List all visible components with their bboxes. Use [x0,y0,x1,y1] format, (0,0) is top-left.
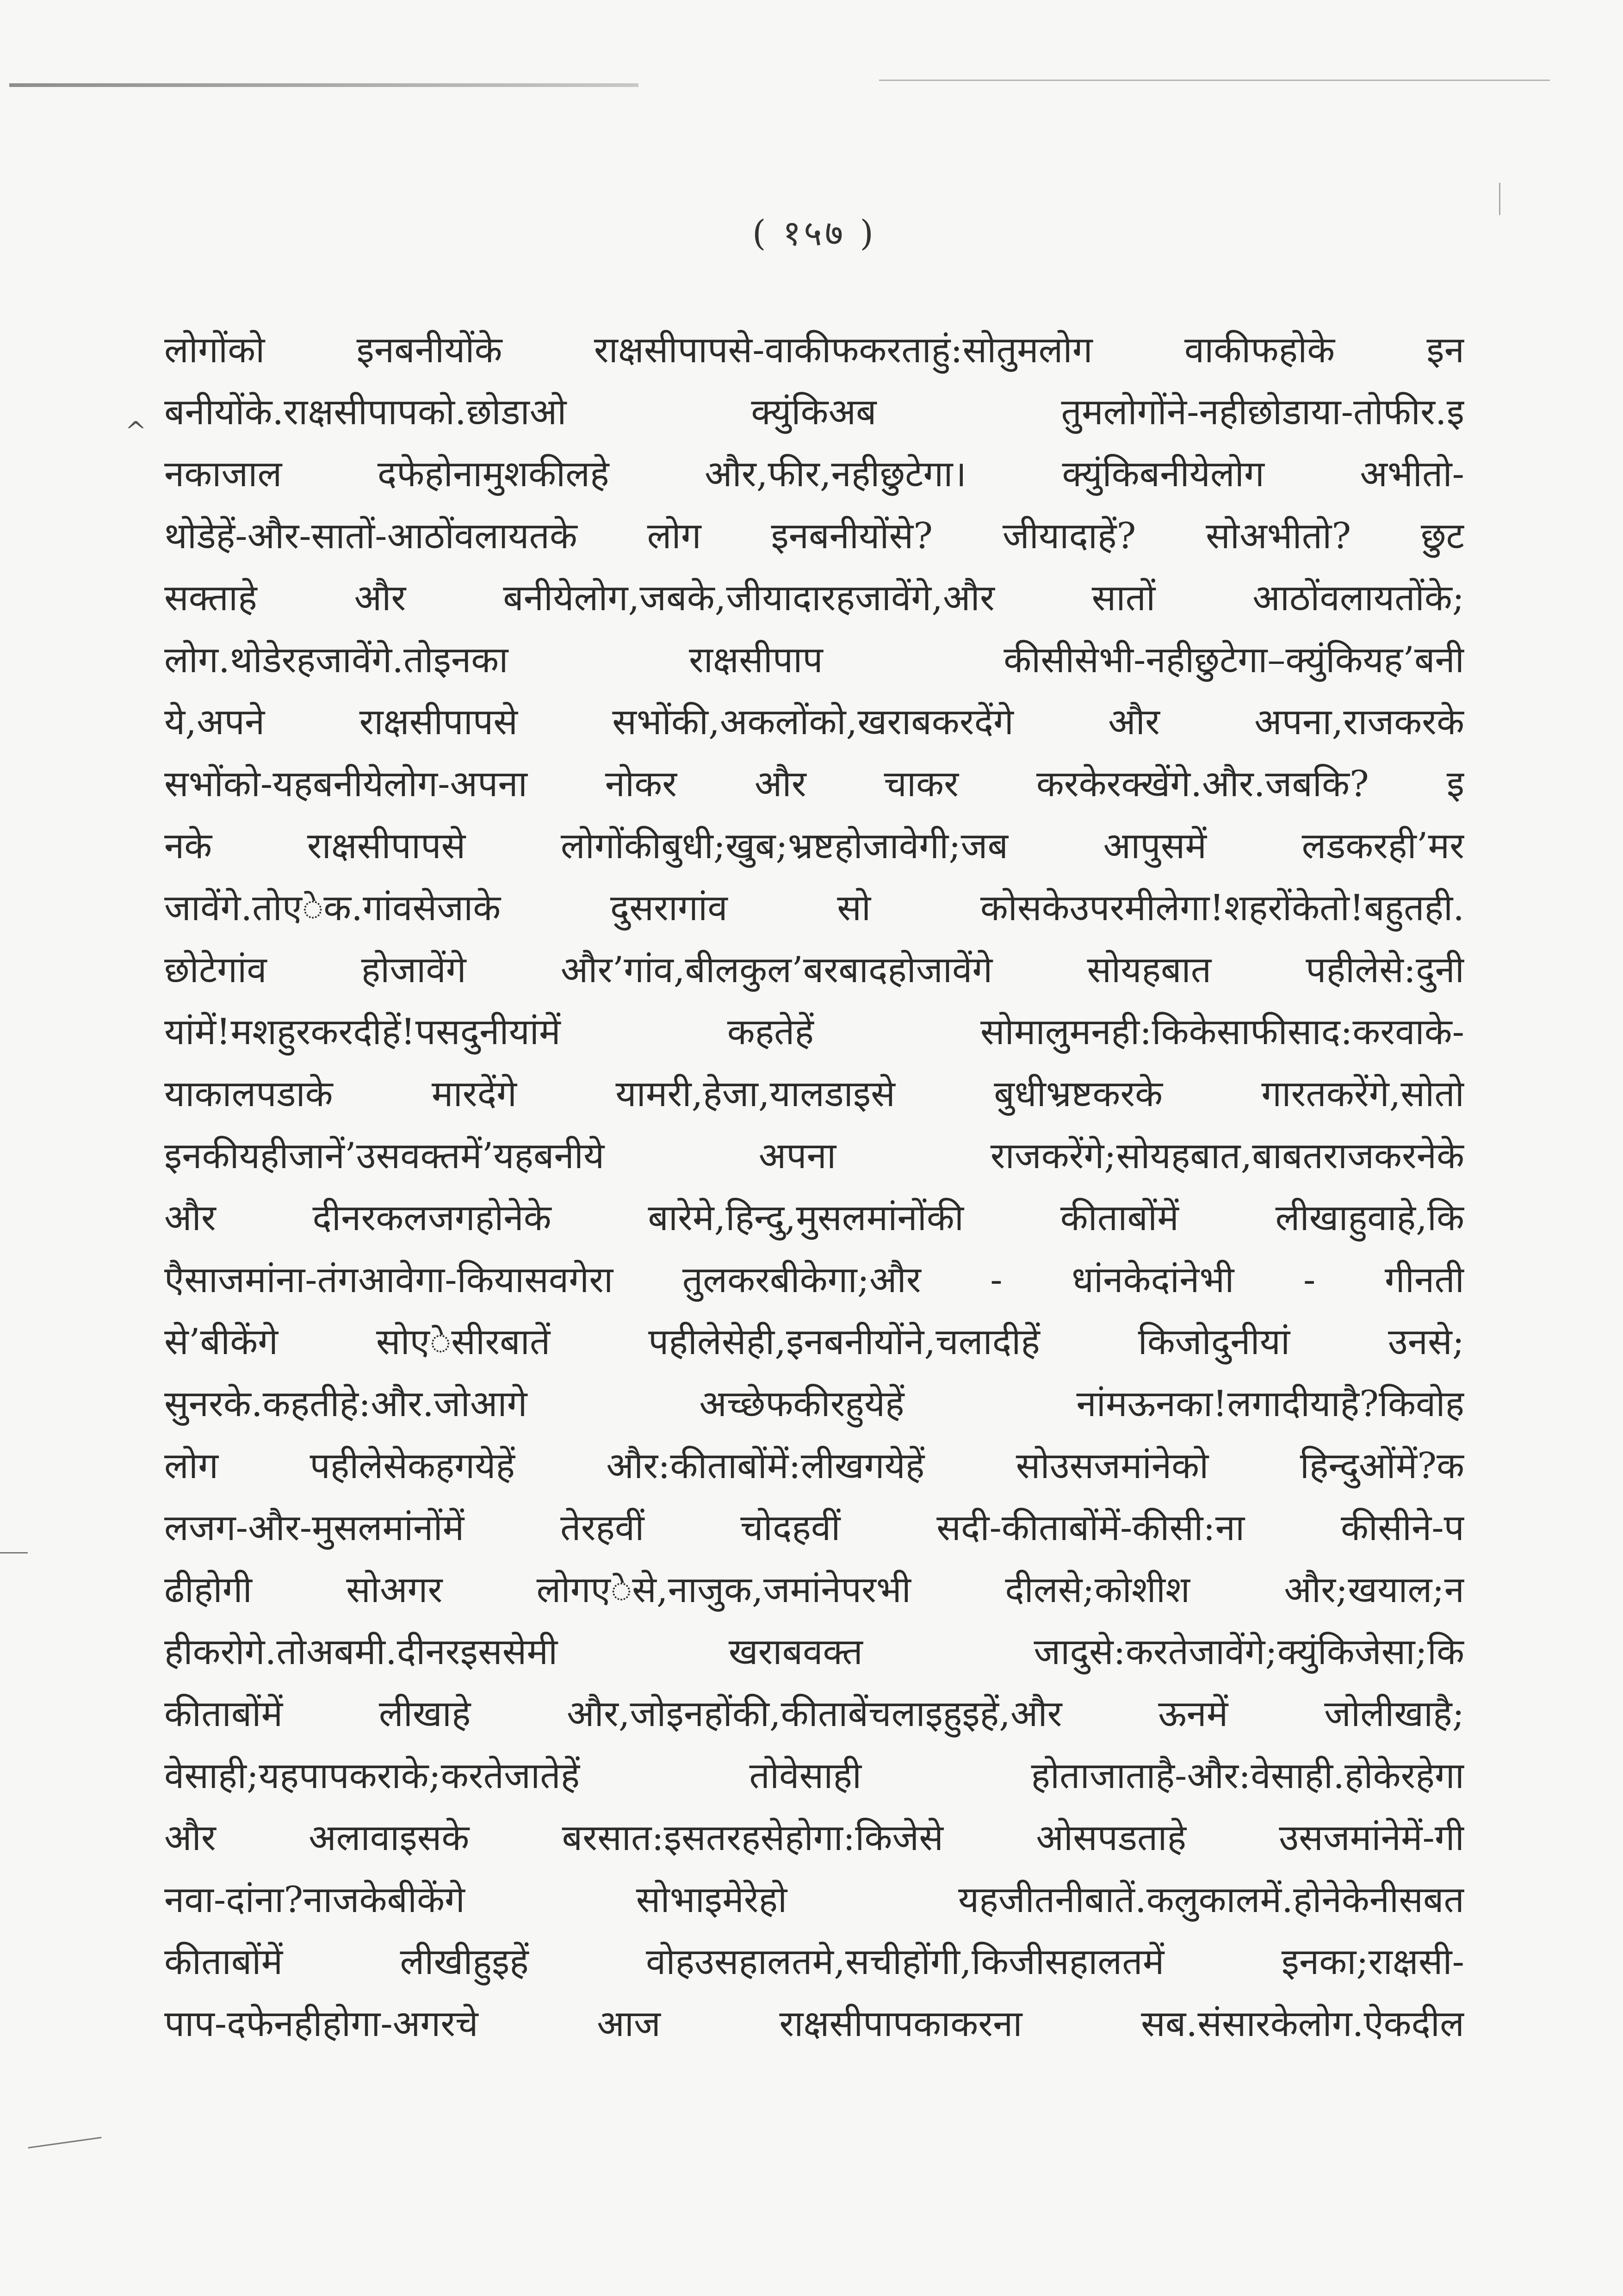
margin-mark [1499,183,1500,215]
text-line: वेसाही;यहपापकराके;करतेजातेहें तोवेसाही होताजाताहै-और:वेसाही.होकेरहेगा [164,1755,1464,1797]
text-line: पाप-दफेनहीहोगा-अगरचे आज राक्षसीपापकाकरना सब.संसारकेलोग.ऐकदील [164,2003,1464,2045]
text-line: लोगोंको इनबनीयोंके राक्षसीपापसे-वाकीफकरताहुं:सोतुमलोग वाकीफहोके इन [164,329,1464,371]
text-line: सभोंको-यहबनीयेलोग-अपना नोकर और चाकर करकेरक्खेंगे.और.जबकि? इ [164,763,1464,805]
caret-mark: ^ [125,416,147,446]
text-line: ढीहोगी सोअगर लोगएेसे,नाजुक,जमांनेपरभी दीलसे;कोशीश और;खयाल;न [164,1569,1464,1611]
text-line: कीताबोंमें लीखीहुइहें वोहउसहालतमे,सचीहोंगी,किजीसहालतमें इनका;राक्षसी- [164,1941,1464,1983]
text-line: लोग पहीलेसेकहगयेहें और:कीताबोंमें:लीखगयेहें सोउसजमांनेको हिन्दुओंमें?क [164,1445,1464,1487]
text-line: और अलावाइसके बरसात:इसतरहसेहोगा:किजेसे ओसपडताहे उसजमांनेमें-गी [164,1817,1464,1859]
margin-mark [0,1552,28,1553]
margin-mark [28,2137,102,2148]
text-line: नकाजाल दफेहोनामुशकीलहे और,फीर,नहीछुटेगा। क्युंकिबनीयेलोग अभीतो- [164,453,1464,495]
text-line: लजग-और-मुसलमांनोंमें तेरहवीं चोदहवीं सदी-कीताबोंमें-कीसी:ना कीसीने-प [164,1507,1464,1549]
text-line: ये,अपने राक्षसीपापसे सभोंकी,अकलोंको,खराबकरदेंगे और अपना,राजकरके [164,701,1464,743]
scan-rule-line [879,80,1550,81]
text-line: और दीनरकलजगहोनेके बारेमे,हिन्दु,मुसलमांनोंकी कीताबोंमें लीखाहुवाहे,कि [164,1197,1464,1239]
text-line: छोटेगांव होजावेंगे और’गांव,बीलकुल’बरबादहोजावेंगे सोयहबात पहीलेसे:दुनी [164,949,1464,991]
text-line: लोग.थोडेरहजावेंगे.तोइनका राक्षसीपाप कीसीसेभी-नहीछुटेगा–क्युंकियह’बनी [164,639,1464,681]
text-line: सक्ताहे और बनीयेलोग,जबके,जीयादारहजावेंगे,और सातों आठोंवलायतोंके; [164,577,1464,619]
text-line: से’बीकेंगे सोएेसीरबातें पहीलेसेही,इनबनीयोंने,चलादीहें किजोदुनीयां उनसे; [164,1321,1464,1363]
text-line: कीताबोंमें लीखाहे और,जोइनहोंकी,कीताबेंचलाइहुइहें,और ऊनमें जोलीखाहै; [164,1693,1464,1735]
text-line: सुनरके.कहतीहे:और.जोआगे अच्छेफकीरहुयेहें नांमऊनका!लगादीयाहै?किवोह [164,1383,1464,1425]
text-line: नके राक्षसीपापसे लोगोंकीबुधी;खुब;भ्रष्टहोजावेगी;जब आपुसमें लडकरही’मर [164,825,1464,867]
text-line: जावेंगे.तोएेक.गांवसेजाके दुसरागांव सो कोसकेउपरमीलेगा!शहरोंकेतो!बहुतही. [164,887,1464,929]
body-text [164,319,1464,2055]
text-line: हीकरोगे.तोअबमी.दीनरइससेमी खराबवक्त जादुसे:करतेजावेंगे;क्युंकिजेसा;कि [164,1631,1464,1673]
text-line: नवा-दांना?नाजकेबीकेंगे सोभाइमेरेहो यहजीतनीबातें.कलुकालमें.होनेकेनीसबत [164,1879,1464,1921]
text-line: एैसाजमांना-तंगआवेगा-कियासवगेरा तुलकरबीकेगा;और - धांनकेदांनेभी - गीनती [164,1259,1464,1301]
text-line: थोडेहें-और-सातों-आठोंवलायतके लोग इनबनीयोंसे? जीयादाहें? सोअभीतो? छुट [164,515,1464,557]
text-line: याकालपडाके मारदेंगे यामरी,हेजा,यालडाइसे बुधीभ्रष्टकरके गारतकरेंगे,सोतो [164,1073,1464,1115]
text-line: इनकीयहीजानें’उसवक्तमें’यहबनीये अपना राजकरेंगे;सोयहबात,बाबतराजकरनेके [164,1135,1464,1177]
scan-edge-line [9,83,638,87]
text-line: यांमें!मशहुरकरदीहें!पसदुनीयांमें कहतेहें सोमालुमनही:किकेसाफीसाद:करवाके- [164,1011,1464,1053]
page-number: ( १५७ ) [752,212,877,254]
text-line: बनीयोंके.राक्षसीपापको.छोडाओ क्युंकिअब तुमलोगोंने-नहीछोडाया-तोफीर.इ [164,391,1464,433]
